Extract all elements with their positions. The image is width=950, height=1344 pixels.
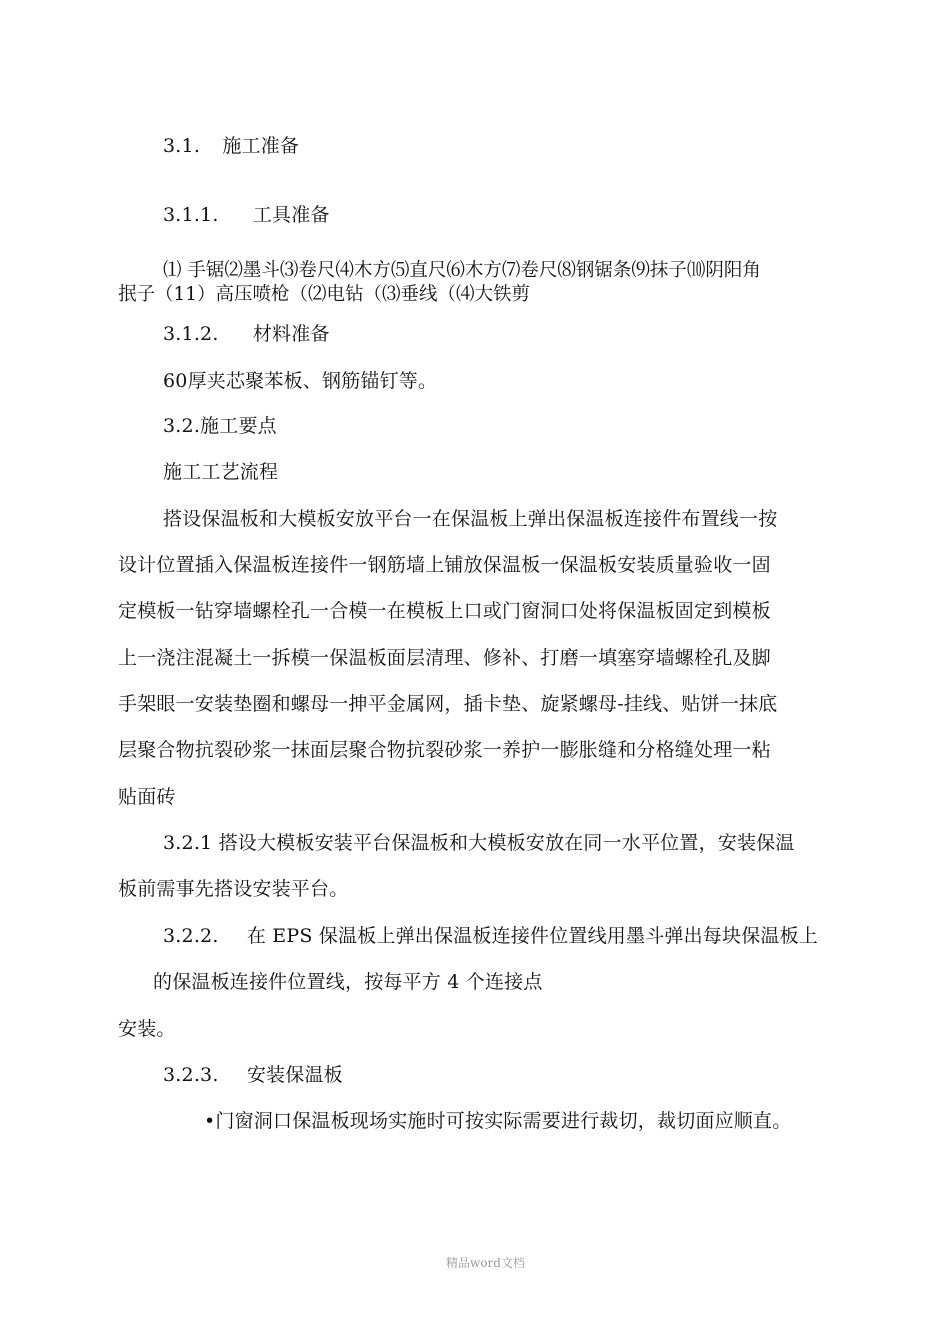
footer-watermark: 精品word文档 [446, 1256, 525, 1270]
heading-3-2-3 [163, 1063, 343, 1087]
section-3-2-1-line-1: 3.2.1 搭设大模板安装平台保温板和大模板安放在同一水平位置，安装保温 [163, 832, 795, 854]
tools-line-2: 抿子（11）高压喷枪（⑵电钻（⑶垂线（⑷大铁剪 [118, 284, 531, 305]
heading-3-2: 3.2.施工要点 [163, 415, 277, 437]
section-3-2-2-line-3: 安装。 [118, 1018, 176, 1040]
process-line: 贴面砖 [118, 786, 176, 808]
heading-number: 3.1. [163, 135, 201, 157]
heading-number: 3.1.1. [163, 204, 219, 226]
heading-3-1-1 [163, 203, 330, 227]
process-line: 设计位置插入保温板连接件一钢筋墙上铺放保温板一保温板安装质量验收一固 [118, 554, 771, 576]
process-title: 施工工艺流程 [163, 461, 279, 483]
heading-text: 施工准备 [222, 135, 300, 157]
heading-number: 3.2.2. [163, 925, 219, 947]
section-3-2-3-bullet: •门窗洞口保温板现场实施时可按实际需要进行裁切，裁切面应顺直。 [204, 1110, 792, 1132]
heading-number: 3.2.3. [163, 1064, 219, 1086]
heading-text: 工具准备 [252, 204, 330, 226]
heading-number: 3.1.2. [163, 323, 219, 345]
process-line: 层聚合物抗裂砂浆一抹面层聚合物抗裂砂浆一养护一膨胀缝和分格缝处理一粘 [118, 739, 771, 761]
heading-text: 材料准备 [252, 323, 330, 345]
tools-line-1: ⑴ 手锯⑵墨斗⑶卷尺⑷木方⑸直尺⑹木方⑺卷尺⑻钢锯条⑼抹子⑽阴阳角 [163, 260, 761, 281]
process-line: 定模板一钻穿墙螺栓孔一合模一在模板上口或门窗洞口处将保温板固定到模板 [118, 600, 771, 622]
materials-text: 60厚夹芯聚苯板、钢筋锚钉等。 [163, 370, 438, 392]
process-line: 手架眼一安装垫圈和螺母一抻平金属网，插卡垫、旋紧螺母-挂线、贴饼一抹底 [118, 693, 778, 715]
heading-3-1 [163, 134, 299, 158]
section-3-2-2-line-2: 的保温板连接件位置线，按每平方 4 个连接点 [153, 971, 543, 993]
process-line: 搭设保温板和大模板安放平台一在保温板上弹出保温板连接件布置线一按 [163, 508, 778, 530]
process-line: 上一浇注混凝土一拆模一保温板面层清理、修补、打磨一填塞穿墙螺栓孔及脚 [118, 647, 771, 669]
section-3-2-2-line-1 [163, 924, 818, 948]
heading-text: 安装保温板 [246, 1064, 343, 1086]
section-3-2-1-line-2: 板前需事先搭设安装平台。 [118, 878, 349, 900]
heading-3-1-2 [163, 322, 330, 346]
section-text: 在 EPS 保温板上弹出保温板连接件位置线用墨斗弹出每块保温板上 [246, 925, 818, 947]
